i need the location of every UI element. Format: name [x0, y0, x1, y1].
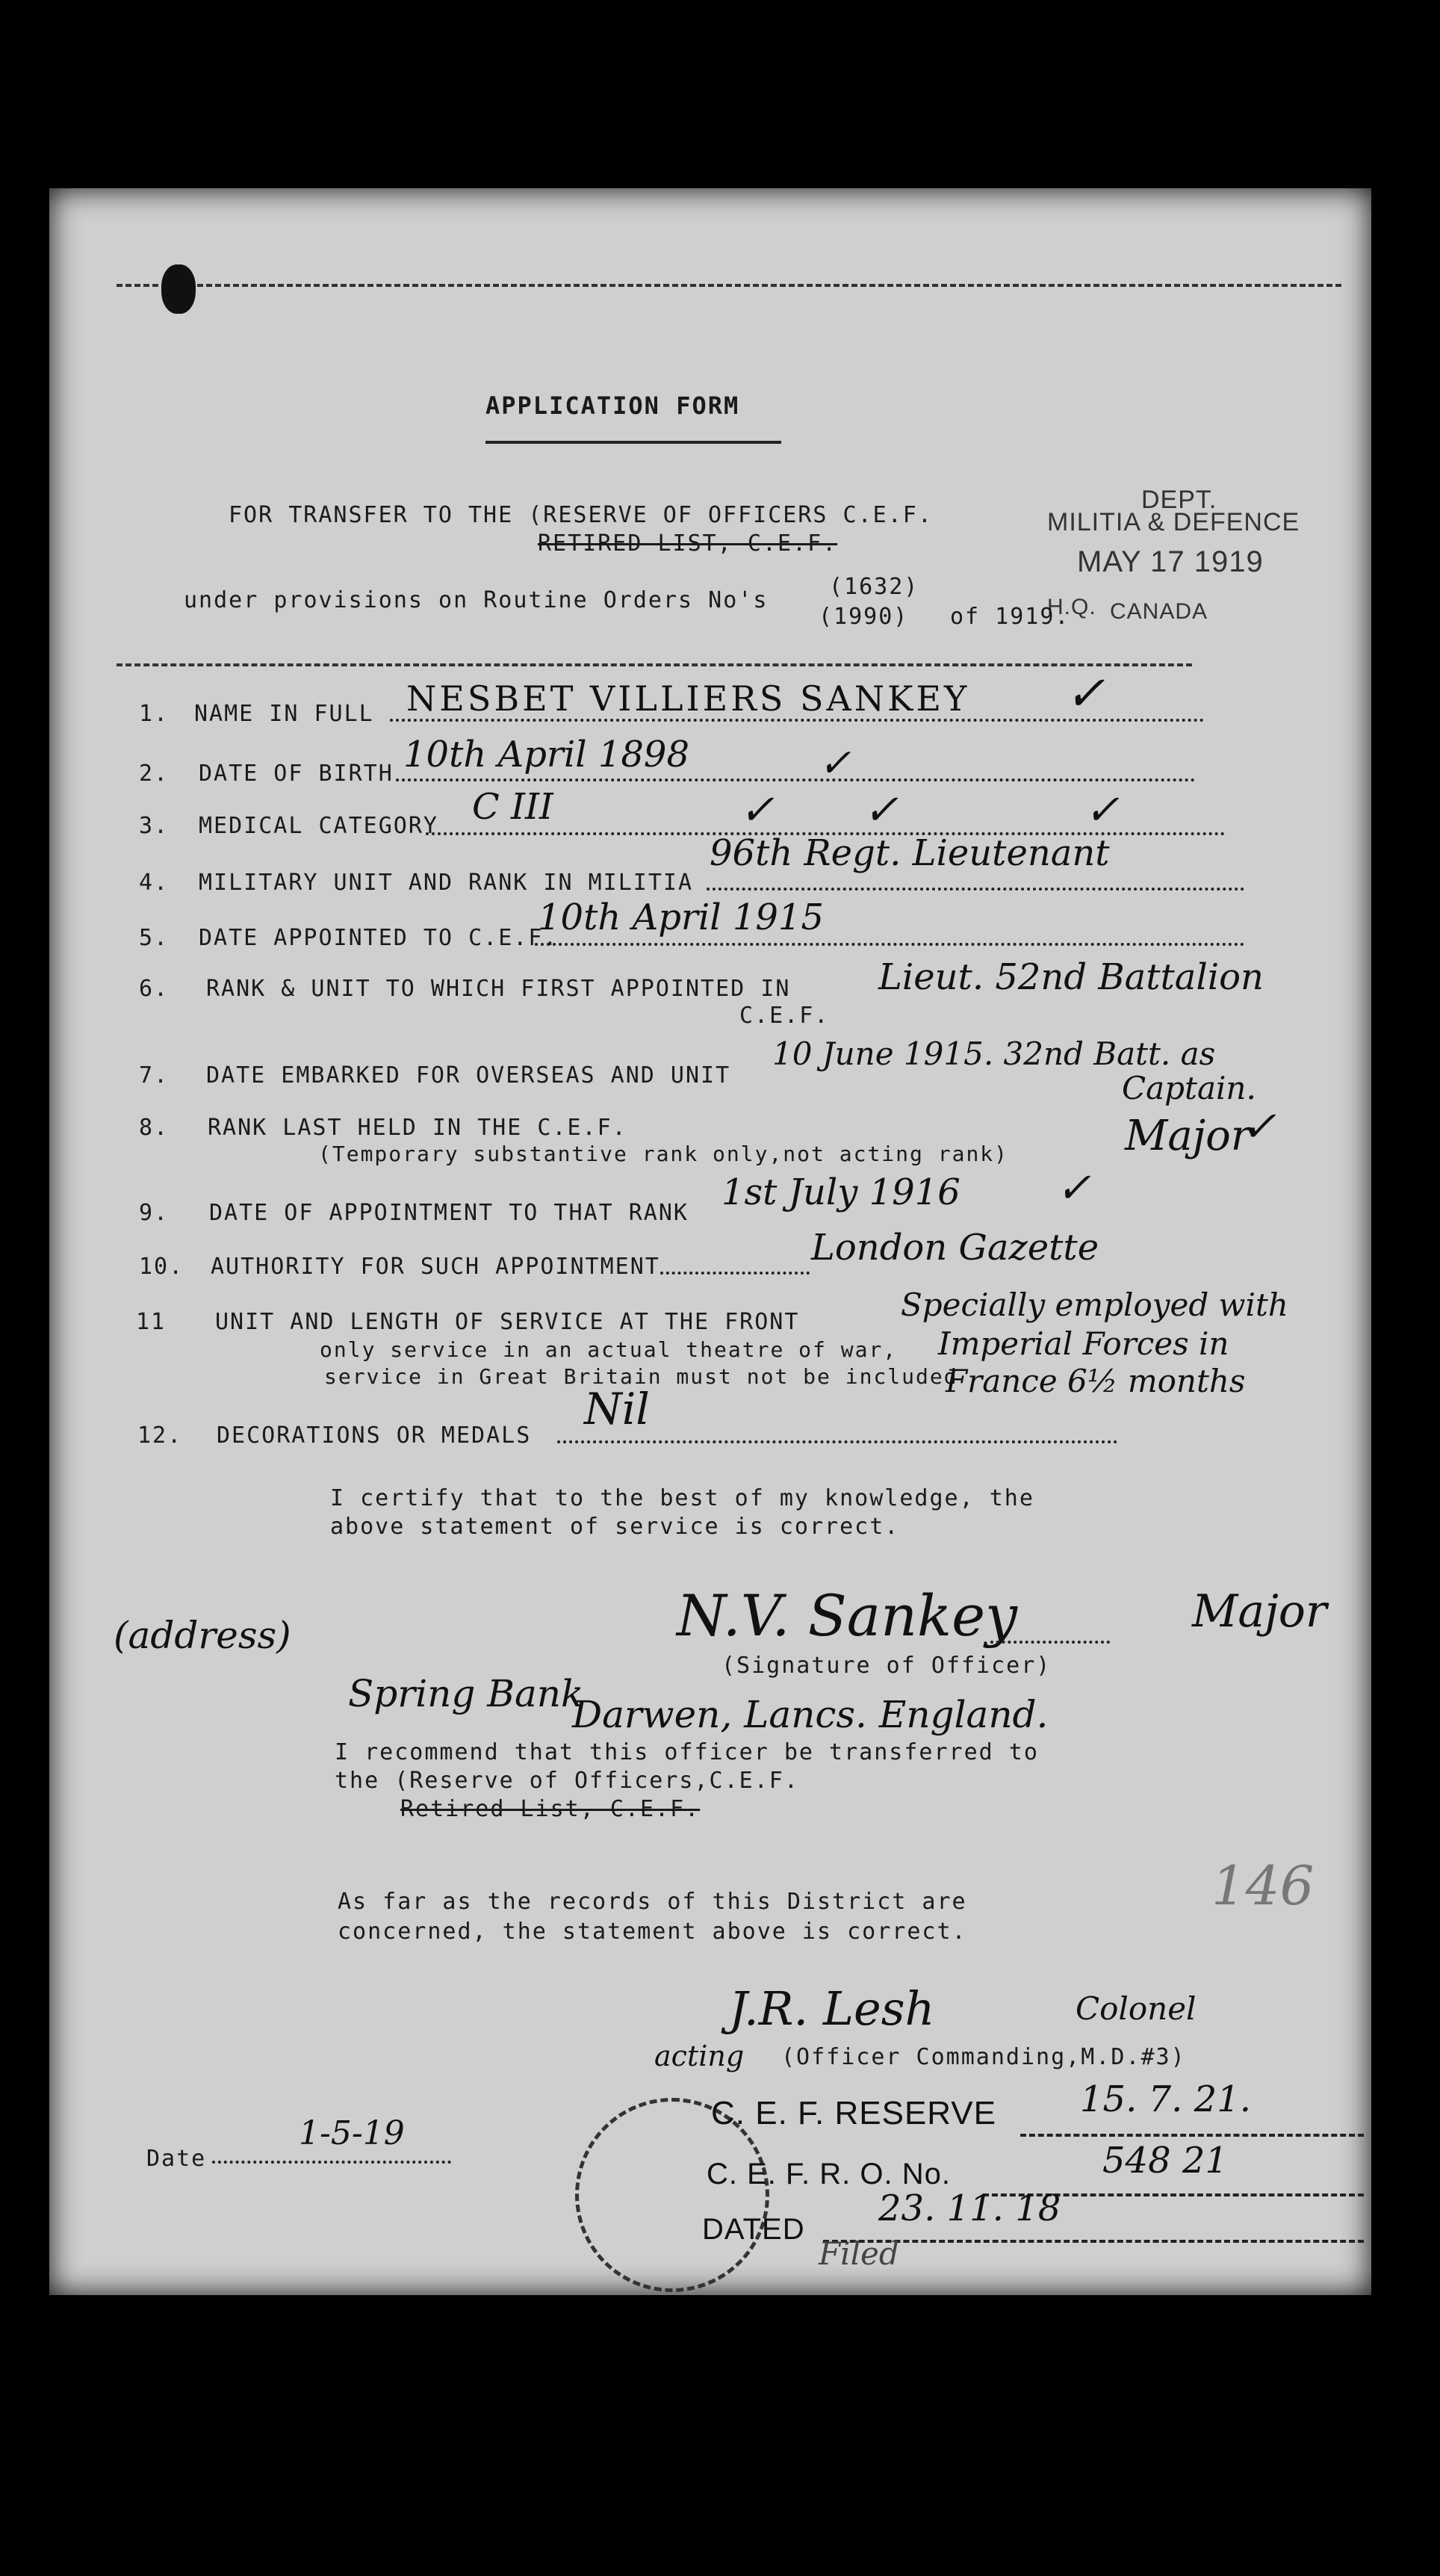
- reserve-value: 15. 7. 21.: [1080, 2078, 1251, 2120]
- checkmark-icon: ✓: [1056, 1164, 1091, 1213]
- signature-caption: (Signature of Officer): [721, 1653, 1052, 1679]
- recommend-line-1: I recommend that this officer be transferred to: [335, 1739, 1039, 1765]
- checkmark-icon: ✓: [1084, 786, 1120, 835]
- item-label-line2: (Temporary substantive rank only,not acting rank): [318, 1142, 1009, 1166]
- reserve-dated-label: DATED: [702, 2213, 805, 2246]
- name-value: NESBET VILLIERS SANKEY: [406, 678, 970, 719]
- date-value: 1-5-19: [299, 2114, 405, 2152]
- item-number: 11: [136, 1309, 167, 1335]
- provisions-text: under provisions on Routine Orders No's: [184, 587, 769, 613]
- records-line-2: concerned, the statement above is correct.: [338, 1919, 967, 1945]
- top-rule: [117, 284, 1341, 287]
- certify-line-1: I certify that to the best of my knowledge, the: [330, 1485, 1034, 1511]
- certify-line-2: above statement of service is correct.: [330, 1514, 900, 1540]
- item-label: UNIT AND LENGTH OF SERVICE AT THE FRONT: [215, 1309, 800, 1335]
- document-page: [49, 188, 1371, 2295]
- checkmark-icon: ✓: [1065, 666, 1105, 722]
- item-number: 5.: [139, 925, 170, 951]
- form-title: APPLICATION FORM: [485, 391, 740, 420]
- stamp-dept: DEPT.: [1141, 486, 1217, 514]
- order-number-1: (1632): [829, 574, 919, 600]
- item-label: DATE APPOINTED TO C.E.F.: [199, 925, 559, 951]
- reserve-dated-rule: [823, 2240, 1364, 2243]
- transfer-struck-line: RETIRED LIST, C.E.F.: [538, 530, 838, 557]
- received-stamp: [1047, 486, 1361, 635]
- transfer-line: FOR TRANSFER TO THE (RESERVE OF OFFICERS C.E.F.: [229, 502, 933, 528]
- authority-value: London Gazette: [811, 1227, 1099, 1269]
- militia-unit-value: 96th Regt. Lieutenant: [710, 832, 1110, 874]
- rank-date-value: 1st July 1916: [721, 1171, 960, 1213]
- item-label-line2: C.E.F.: [739, 1003, 830, 1029]
- address-line-1: Spring Bank: [348, 1672, 584, 1715]
- officer-signature: N.V. Sankey: [677, 1582, 1017, 1649]
- reserve-dated-value: 23. 11. 18: [878, 2188, 1061, 2229]
- checkmark-icon: ✓: [863, 786, 899, 835]
- front-service-value-line3: France 6½ months: [946, 1363, 1246, 1399]
- item-number: 12.: [137, 1422, 183, 1449]
- order-number-2: (1990): [819, 604, 909, 630]
- commanding-officer-signature: J.R. Lesh: [729, 1981, 935, 2036]
- item-label-line3: service in Great Britain must not be included: [324, 1364, 958, 1389]
- address-line-2: Darwen, Lancs. England.: [572, 1693, 1049, 1736]
- answer-line: [535, 943, 1244, 946]
- reserve-order-label: C. E. F. R. O. No.: [707, 2158, 951, 2190]
- answer-line: [557, 1440, 1117, 1443]
- title-underline: [485, 441, 781, 444]
- item-label: DATE EMBARKED FOR OVERSEAS AND UNIT: [206, 1062, 731, 1089]
- item-number: 6.: [139, 976, 170, 1002]
- item-number: 7.: [139, 1062, 170, 1089]
- section-rule: [117, 663, 1192, 666]
- item-label: RANK LAST HELD IN THE C.E.F.: [208, 1115, 627, 1141]
- commanding-officer-rank: Colonel: [1076, 1990, 1197, 2027]
- item-number: 8.: [139, 1115, 170, 1141]
- stamp-date: MAY 17 1919: [1077, 545, 1264, 578]
- birth-date-value: 10th April 1898: [403, 734, 689, 775]
- item-number: 10.: [139, 1254, 184, 1280]
- item-number: 9.: [139, 1200, 170, 1226]
- item-label: MEDICAL CATEGORY: [199, 813, 438, 839]
- of-year: of 1919.: [950, 604, 1070, 630]
- punch-hole: [161, 264, 196, 314]
- checkmark-icon: ✓: [1241, 1103, 1276, 1151]
- date-label: Date: [146, 2146, 207, 2172]
- answer-line: [660, 1272, 810, 1275]
- reserve-order-value: 548 21: [1102, 2140, 1228, 2182]
- item-label: MILITARY UNIT AND RANK IN MILITIA: [199, 870, 694, 896]
- item-number: 1.: [139, 701, 170, 727]
- reserve-label: C. E. F. RESERVE: [711, 2095, 996, 2131]
- item-label: DECORATIONS OR MEDALS: [217, 1422, 532, 1449]
- stamp-canada: CANADA: [1110, 599, 1208, 624]
- stamp-militia: MILITIA & DEFENCE: [1047, 508, 1300, 536]
- item-number: 2.: [139, 761, 170, 787]
- appointed-date-value: 10th April 1915: [538, 897, 824, 938]
- commanding-officer-caption: (Officer Commanding,M.D.#3): [781, 2044, 1186, 2070]
- item-number: 4.: [139, 870, 170, 896]
- signature-line: [990, 1641, 1110, 1644]
- answer-line: [396, 778, 1195, 781]
- address-label: (address): [114, 1614, 291, 1657]
- front-service-value: Specially employed with: [901, 1287, 1288, 1323]
- date-line: [212, 2161, 451, 2164]
- records-line-1: As far as the records of this District are: [338, 1889, 967, 1915]
- item-label: NAME IN FULL: [194, 701, 374, 727]
- item-label-line2: only service in an actual theatre of war,: [320, 1337, 898, 1362]
- reserve-rule: [1020, 2134, 1364, 2137]
- checkmark-icon: ✓: [819, 741, 851, 786]
- front-service-value-line2: Imperial Forces in: [938, 1325, 1229, 1362]
- decorations-value: Nil: [584, 1384, 650, 1434]
- item-number: 3.: [139, 813, 170, 839]
- acting-note: acting: [654, 2040, 745, 2072]
- item-label: RANK & UNIT TO WHICH FIRST APPOINTED IN: [206, 976, 791, 1002]
- margin-number: 146: [1211, 1854, 1315, 1917]
- item-label: DATE OF BIRTH: [199, 761, 394, 787]
- embarked-value-line2: Captain.: [1122, 1070, 1256, 1106]
- embarked-value: 10 June 1915. 32nd Batt. as: [772, 1035, 1216, 1072]
- medical-category-value: C III: [472, 786, 553, 828]
- recommend-struck-line: Retired List, C.E.F.: [400, 1796, 701, 1822]
- first-appointment-value: Lieut. 52nd Battalion: [878, 956, 1264, 998]
- stamp-hq: H.Q.: [1047, 595, 1096, 619]
- filed-note: Filed: [819, 2235, 899, 2272]
- item-label: DATE OF APPOINTMENT TO THAT RANK: [209, 1200, 689, 1226]
- officer-rank: Major: [1192, 1585, 1327, 1638]
- recommend-line-2: the (Reserve of Officers,C.E.F.: [335, 1768, 799, 1794]
- item-label: AUTHORITY FOR SUCH APPOINTMENT: [211, 1254, 660, 1280]
- answer-line: [707, 888, 1244, 891]
- last-rank-value: Major: [1125, 1112, 1251, 1160]
- checkmark-icon: ✓: [739, 786, 775, 835]
